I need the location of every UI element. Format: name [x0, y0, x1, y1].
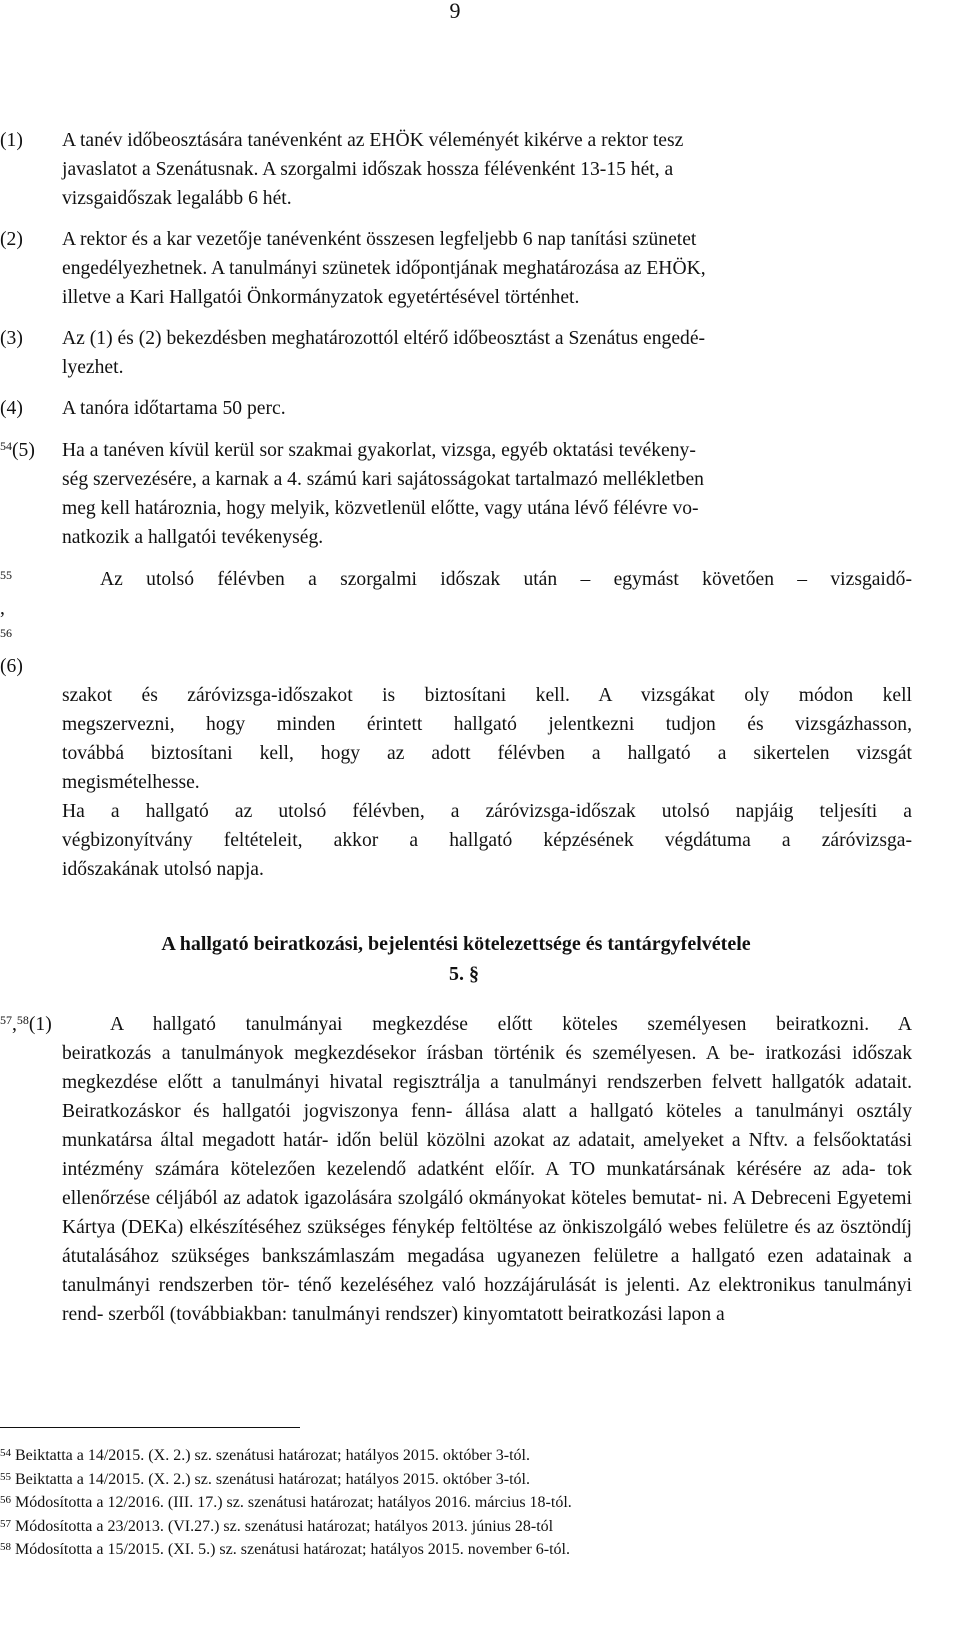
- text-line: Ha a hallgató az utolsó félévben, a záróvizsga-időszak utolsó napjáig teljesíti a: [62, 801, 912, 822]
- text-line: állása alatt a hallgató köteles a tanulmányi osztály munkatársa által megadott határ-: [62, 1101, 912, 1151]
- text-line: iratkozási időszak megkezdése előtt a tanulmányi hivatal regisztrálja a tanulmányi: [62, 1043, 912, 1093]
- footnote-text: Módosította a 23/2013. (VI.27.) sz. szenátusi határozat; hatályos 2013. június 28-tól: [15, 1517, 554, 1535]
- page-number: 9: [449, 0, 461, 23]
- text-line: megszervezni, hogy minden érintett hallgató jelentkezni tudjon és vizsgázhasson,: [62, 714, 912, 735]
- paragraph-number: (1): [28, 1014, 52, 1035]
- text-line: időn belül közölni azokat az adatait, amelyeket a Nftv. a felsőoktatási intézmény: [62, 1130, 912, 1180]
- footnote-54: [0, 1444, 912, 1468]
- paragraph-number: (5): [12, 440, 35, 461]
- text-line: tok ellenőrzése céljából az adatok igazolására szolgáló okmányokat köteles bemutat-: [62, 1159, 912, 1209]
- paragraph-5: [0, 436, 912, 552]
- text-line: A rektor és a kar vezetője tanévenként összesen legfeljebb 6 nap tanítási szünetet: [62, 229, 697, 250]
- section-title: A hallgató beiratkozási, bejelentési kötelezettsége és tantárgyfelvétele: [161, 933, 751, 955]
- text-line: időszakának utolsó napja.: [62, 859, 264, 880]
- text-line: ténő kezeléséhez való hozzájárulását is jelenti. Az elektronikus tanulmányi rend-: [62, 1275, 913, 1325]
- footnote-number: 57: [0, 1517, 11, 1530]
- text-line: illetve a Kari Hallgatói Önkormányzatok egyetértésével történhet.: [62, 287, 580, 308]
- text-line: megismételhesse.: [62, 772, 200, 793]
- text-line: lyezhet.: [62, 357, 124, 378]
- text-line: A tanóra időtartama 50 perc.: [62, 398, 286, 419]
- footnote-text: Módosította a 12/2016. (III. 17.) sz. szenátusi határozat; hatályos 2016. március 18-tól.: [15, 1494, 572, 1511]
- footnote-text: Beiktatta a 14/2015. (X. 2.) sz. szenátusi határozat; hatályos 2015. október 3-tól.: [15, 1447, 530, 1464]
- footnote-ref: 56: [0, 626, 12, 640]
- paragraph-number: (1): [0, 130, 23, 151]
- text-line: Az utolsó félévben a szorgalmi időszak után – egymást követően – vizsgaidő-: [100, 569, 912, 590]
- section-number: 5. §: [449, 963, 479, 985]
- footnote-56: [0, 1491, 912, 1515]
- footnote-separator: [0, 1427, 300, 1428]
- text-line: végbizonyítvány feltételeit, akkor a hallgató képzésének végdátuma a záróvizsga-: [62, 830, 912, 851]
- paragraph-6: 55 , 56 (6) Az utolsó félévben a szorgalmi időszak után – egymást követően – vizsgaidő- szakot és záróvizsga-időszakot is biztosítani kell. A vizsgákat oly módon kell megszervezni, hogy minden érintett hallgató jelentkezni tudjon és vizsgázhasson, továbbá biztosítani kell, hogy az adott félévben a hallgató a sikertelen vizsgát megismételhesse. Ha a hallgató az utolsó félévben, a záróvizsga-időszak utolsó napjáig teljesíti a végbizonyítvány feltételeit, akkor a hallgató képzésének végdátuma a záróvizsga- időszakának utolsó napja.: [0, 565, 912, 884]
- paragraph-number: (4): [0, 398, 23, 419]
- footnote-58: [0, 1538, 912, 1562]
- text-line: A tanév időbeosztására tanévenként az EHÖK véleményét kikérve a rektor tesz: [62, 130, 684, 151]
- footnote-number: 54: [0, 1447, 11, 1459]
- text-line: ni.: [707, 1188, 728, 1209]
- footnote-ref: 57: [0, 1013, 12, 1027]
- paragraph-7: $^{57}$,$^{58}$(1) A hallgató tanulmányai megkezdése előtt köteles személyesen beiratkozni. A beiratkozás a tanulmányok megkezdésekor írásban történik és személyesen. A be- iratkozási időszak megkezdése előtt a tanulmányi hivatal regisztrálja a tanulmányi rendszerben felvett hallgatók adatait. Beiratkozáskor és hallgatói jogviszonya fenn- állása alatt a hallgató köteles a tanulmányi osztály munkatársa által megadott határ- időn belül közölni azokat az adatait, amelyeket a Nftv. a felsőoktatási intézmény számára kötelezően kezelendő adatként előír. A TO munkatársának kérésére az ada- tok ellenőrzése céljából az adatok igazolására szolgáló okmányokat köteles bemutat- ni. A Debreceni Egyetemi Kártya (DEKa) elkészítéséhez szükséges fénykép feltöltése az önkiszolgáló webes felületre és az ösztöndíj átutalásához szükséges bankszámlaszám megadása ugyanezen felületre a hallgató ezen adatainak a tanulmányi rendszerben tör- ténő kezeléséhez való hozzájárulását is jelenti. Az elektronikus tanulmányi rend- szerből (továbbiakban: tanulmányi rendszer) kinyomtatott beiratkozási lapon a: [0, 1010, 912, 1329]
- paragraph-number: (2): [0, 229, 23, 250]
- text-line: számára kötelezően kezelendő adatként előír. A TO munkatársának kérésére az ada-: [154, 1159, 876, 1180]
- footnote-55: [0, 1468, 912, 1492]
- text-line: engedélyezhetnek. A tanulmányi szünetek időpontjának meghatározása az EHÖK,: [62, 258, 706, 279]
- text-line: beiratkozás a tanulmányok megkezdésekor írásban történik és személyesen. A be-: [62, 1043, 755, 1064]
- footnote-57: [0, 1515, 912, 1539]
- footnotes: [0, 1444, 912, 1562]
- paragraph-4: [0, 394, 912, 423]
- footnote-ref: 54: [0, 439, 12, 453]
- text-line: Ha a tanéven kívül kerül sor szakmai gyakorlat, vizsga, egyéb oktatási tevékeny-: [62, 440, 696, 461]
- footnote-ref: 55: [0, 568, 12, 582]
- text-line: A hallgató tanulmányai megkezdése előtt köteles személyesen beiratkozni. A: [110, 1014, 912, 1035]
- text-line: natkozik a hallgatói tevékenység.: [62, 527, 324, 548]
- document-body: [0, 126, 912, 884]
- text-line: rendszerben felvett hallgatók adatait. Beiratkozáskor és hallgatói jogviszonya fenn-: [62, 1072, 912, 1122]
- text-line: önkiszolgáló webes felületre és az ösztöndíj átutalásához szükséges bankszámlaszám: [62, 1217, 913, 1267]
- paragraph-number: (3): [0, 328, 23, 349]
- footnote-ref: 58: [16, 1013, 29, 1027]
- text-line: meg kell határoznia, hogy melyik, közvetlenül előtte, vagy utána lévő félévre vo-: [62, 498, 699, 519]
- text-line: javaslatot a Szenátusnak. A szorgalmi időszak hossza félévenként 13-15 hét, a: [62, 159, 674, 180]
- paragraph-3: [0, 324, 912, 382]
- footnote-number: 58: [0, 1541, 11, 1553]
- paragraph-number: (6): [0, 656, 23, 677]
- text-line: A Debreceni Egyetemi Kártya (DEKa) elkészítéséhez szükséges fénykép feltöltése az: [62, 1188, 912, 1238]
- text-line: megadása ugyanezen felületre a hallgató ezen adatainak a tanulmányi rendszerben tör-: [62, 1246, 912, 1296]
- text-line: vizsgaidőszak legalább 6 hét.: [62, 188, 292, 209]
- text-line: szerből (továbbiakban: tanulmányi rendszer) kinyomtatott beiratkozási lapon a: [108, 1304, 725, 1325]
- text-line: Az (1) és (2) bekezdésben meghatározottól eltérő időbeosztást a Szenátus engedé-: [62, 328, 706, 349]
- footnote-number: 55: [0, 1470, 11, 1483]
- text-line: ség szervezésére, a karnak a 4. számú kari sajátosságokat tartalmazó mellékletben: [62, 469, 704, 490]
- paragraph-1: [0, 126, 912, 213]
- text-line: továbbá biztosítani kell, hogy az adott félévben a hallgató a sikertelen vizsgát: [62, 743, 912, 764]
- footnote-number: 56: [0, 1494, 11, 1506]
- paragraph-2: [0, 225, 912, 312]
- text-line: szakot és záróvizsga-időszakot is biztosítani kell. A vizsgákat oly módon kell: [62, 685, 912, 706]
- footnote-text: Módosította a 15/2015. (XI. 5.) sz. szenátusi határozat; hatályos 2015. november 6-tól.: [15, 1541, 570, 1558]
- footnote-text: Beiktatta a 14/2015. (X. 2.) sz. szenátusi határozat; hatályos 2015. október 3-tól.: [15, 1470, 530, 1488]
